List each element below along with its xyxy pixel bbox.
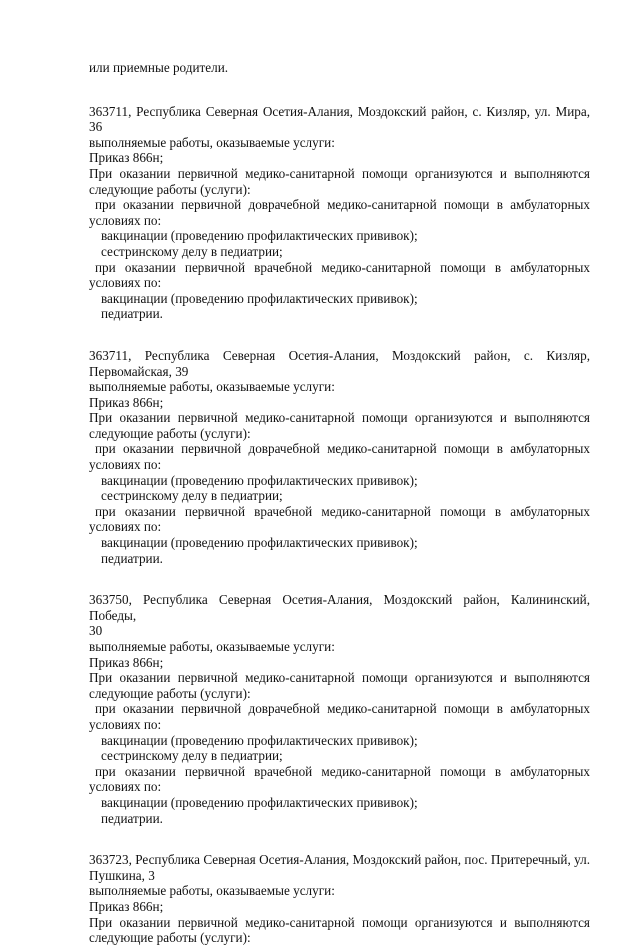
doctor-line: при оказании первичной врачебной медико-санитарной помощи в амбулаторных	[95, 259, 590, 275]
order-ref: Приказ 866н;	[89, 394, 164, 410]
doctor-line: условиях по:	[89, 779, 162, 795]
order-ref: Приказ 866н;	[89, 654, 164, 670]
entry-address: 363711, Республика Северная Осетия-Алания, Моздокский район, с. Кизляр, ул. Мира, 36	[89, 103, 590, 135]
list-item: вакцинации (проведению профилактических прививок);	[101, 290, 418, 306]
list-item: сестринскому делу в педиатрии;	[101, 243, 283, 259]
doctor-line: условиях по:	[89, 519, 162, 535]
provision-line: следующие работы (услуги):	[89, 685, 251, 701]
list-item: вакцинации (проведению профилактических прививок);	[101, 228, 418, 244]
entry-block	[89, 852, 590, 946]
entry-address: 363711, Республика Северная Осетия-Алания, Моздокский район, с. Кизляр,	[89, 347, 590, 363]
entry-address: Первомайская, 39	[89, 363, 189, 379]
list-item: педиатрии.	[101, 550, 163, 566]
list-item: вакцинации (проведению профилактических прививок);	[101, 794, 418, 810]
entry-address: 363750, Республика Северная Осетия-Алания, Моздокский район, Калининский, Победы,	[89, 592, 590, 623]
provision-line: следующие работы (услуги):	[89, 425, 251, 441]
provision-line: При оказании первичной медико-санитарной помощи организуются и выполняются	[89, 670, 590, 686]
provision-line: При оказании первичной медико-санитарной помощи организуются и выполняются	[89, 165, 590, 181]
entry-address: Пушкина, 3	[89, 867, 155, 883]
works-heading: выполняемые работы, оказываемые услуги:	[89, 379, 335, 395]
entry-block	[89, 104, 590, 322]
list-item: педиатрии.	[101, 306, 163, 322]
intro-text: или приемные родители.	[89, 60, 229, 75]
premed-line: при оказании первичной доврачебной медико-санитарной помощи в амбулаторных	[95, 197, 590, 213]
premed-line: при оказании первичной доврачебной медико-санитарной помощи в амбулаторных	[95, 701, 590, 717]
premed-line: условиях по:	[89, 716, 162, 732]
provision-line: При оказании первичной медико-санитарной помощи организуются и выполняются	[89, 914, 590, 930]
list-item: вакцинации (проведению профилактических прививок);	[101, 472, 418, 488]
entry-block	[89, 348, 590, 566]
doctor-line: при оказании первичной врачебной медико-санитарной помощи в амбулаторных	[95, 763, 590, 779]
order-ref: Приказ 866н;	[89, 150, 164, 166]
entry-address: 363723, Республика Северная Осетия-Алания, Моздокский район, пос. Притеречный, ул.	[89, 852, 590, 868]
list-item: вакцинации (проведению профилактических прививок);	[101, 732, 418, 748]
premed-line: при оказании первичной доврачебной медико-санитарной помощи в амбулаторных	[95, 441, 590, 457]
provision-line: следующие работы (услуги):	[89, 930, 251, 946]
list-item: вакцинации (проведению профилактических прививок);	[101, 535, 418, 551]
list-item: педиатрии.	[101, 810, 163, 826]
list-item: сестринскому делу в педиатрии;	[101, 748, 283, 764]
order-ref: Приказ 866н;	[89, 898, 164, 914]
provision-line: следующие работы (услуги):	[89, 181, 251, 197]
works-heading: выполняемые работы, оказываемые услуги:	[89, 134, 335, 150]
list-item: сестринскому делу в педиатрии;	[101, 488, 283, 504]
works-heading: выполняемые работы, оказываемые услуги:	[89, 883, 335, 899]
entry-block	[89, 592, 590, 826]
premed-line: условиях по:	[89, 212, 162, 228]
premed-line: условиях по:	[89, 457, 162, 473]
doctor-line: условиях по:	[89, 275, 162, 291]
entry-address: 30	[89, 623, 103, 639]
works-heading: выполняемые работы, оказываемые услуги:	[89, 639, 335, 654]
provision-line: При оказании первичной медико-санитарной помощи организуются и выполняются	[89, 410, 590, 426]
doctor-line: при оказании первичной врачебной медико-санитарной помощи в амбулаторных	[95, 503, 590, 519]
